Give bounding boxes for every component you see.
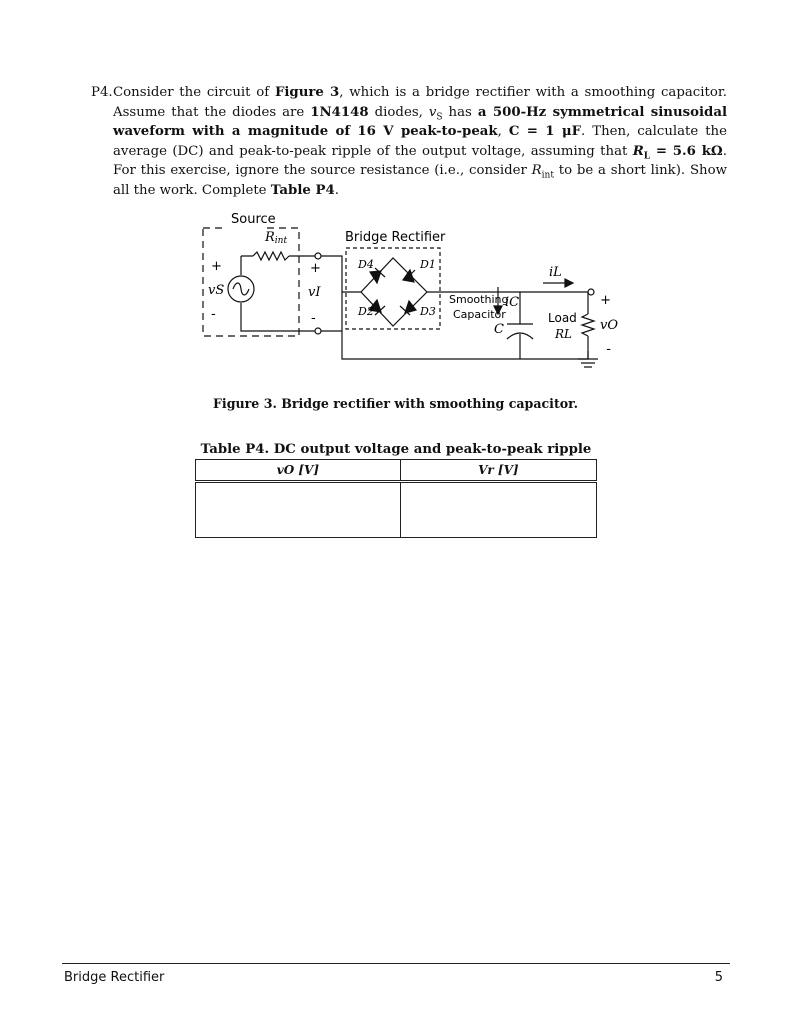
rint-label — [264, 230, 287, 246]
c-label: C — [494, 322, 504, 337]
diode-model: 1N4148 — [310, 104, 369, 120]
ground-symbol — [578, 351, 598, 367]
figure-caption: Figure 3. Bridge rectifier with smoothing capacitor. — [212, 396, 579, 411]
vo-answer-cell[interactable] — [196, 482, 401, 538]
load-resistor — [582, 314, 594, 336]
vo-plus-label: + — [600, 293, 611, 308]
vi-plus-terminal — [315, 253, 321, 259]
problem-text-part: . Then, calculate the average (DC) and peak-to-peak ripple of the output voltage, assuming that — [113, 124, 727, 159]
problem-p4 — [91, 83, 727, 201]
vs-subscript: S — [436, 112, 443, 123]
problem-text-part: to be a short link). Show all the work. Complete — [113, 163, 727, 198]
problem-label: P4. — [91, 85, 113, 100]
load-resistance-spec — [632, 143, 723, 162]
problem-text — [113, 83, 727, 201]
d2-label: D2 — [358, 305, 374, 318]
figure-reference: Figure 3 — [274, 85, 340, 100]
vr-answer-cell[interactable] — [400, 482, 596, 538]
footer-divider — [62, 963, 730, 964]
smoothing-label: Smoothing — [449, 293, 509, 306]
vi-minus-label: - — [311, 311, 316, 326]
problem-text-part: has — [442, 104, 478, 120]
load-label: Load — [548, 311, 577, 325]
vi-plus-label: + — [310, 261, 321, 276]
problem-text-part: , which is a bridge rectifier with a smoothing capacitor. Assume that the diodes are — [113, 85, 727, 120]
problem-text-part: . — [334, 182, 339, 198]
column-header-vo: vO [V] — [196, 460, 401, 482]
table-header-row — [196, 460, 597, 482]
rint-resistor — [253, 252, 289, 260]
d1-label: D1 — [420, 258, 436, 271]
problem-text-part: diodes, — [368, 104, 429, 120]
vo-label: vO — [600, 318, 619, 333]
problem-text-part: Consider the circuit of — [113, 85, 275, 100]
problem-text-part: . For this exercise, ignore the source resistance (i.e., consider — [113, 143, 727, 179]
d3-label: D3 — [420, 305, 436, 318]
table-reference: Table P4 — [270, 182, 335, 198]
rl-label: RL — [555, 327, 573, 341]
vs-symbol: v — [428, 104, 437, 120]
rl-value: = 5.6 kΩ — [650, 143, 723, 159]
d4-label: D4 — [358, 258, 374, 271]
footer-title: Bridge Rectifier — [64, 970, 165, 985]
vs-minus-label: - — [211, 307, 216, 322]
problem-text-part: , — [497, 124, 509, 140]
output-terminal — [588, 289, 594, 295]
results-table — [195, 459, 597, 538]
il-arrowhead — [565, 279, 573, 287]
vs-plus-label: + — [211, 259, 222, 274]
source-spec: a 500-Hz symmetrical sinusoidal waveform with a magnitude of 16 V peak-to-peak — [113, 104, 727, 140]
bridge-label: Bridge Rectifier — [345, 230, 446, 245]
vi-minus-terminal — [315, 328, 321, 334]
table-caption: Table P4. DC output voltage and peak-to-peak ripple — [200, 442, 592, 457]
source-label: Source — [231, 212, 276, 227]
column-header-vr: Vr [V] — [400, 460, 596, 482]
circuit-figure — [195, 208, 619, 368]
capacitance-spec: C = 1 μF — [508, 124, 582, 140]
rint-label-main: R — [265, 230, 275, 245]
il-label: iL — [549, 265, 562, 280]
rint-label-sub: int — [274, 236, 288, 246]
rl-subscript: L — [643, 151, 651, 162]
rint-symbol: R — [531, 163, 542, 179]
ic-label: iC — [505, 295, 520, 310]
vo-minus-label: - — [606, 342, 611, 357]
rl-symbol: R — [632, 143, 644, 159]
bridge-rectifier-schematic — [195, 208, 619, 368]
capacitor-label: Capacitor — [453, 308, 506, 321]
rint-subscript: int — [541, 171, 554, 182]
vi-label: vI — [308, 285, 321, 300]
vs-label: vS — [208, 283, 225, 298]
table-row — [196, 482, 597, 538]
page-number: 5 — [714, 970, 723, 985]
source-wires — [241, 256, 315, 331]
sine-icon — [233, 283, 249, 295]
